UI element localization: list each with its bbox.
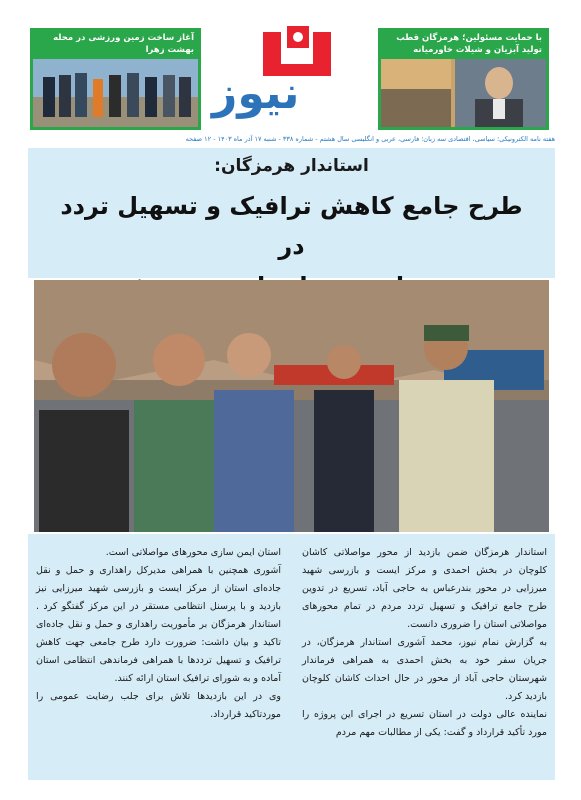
promo-right-title: با حمایت مسئولین؛ هرمزگان قطب تولید آبزیان و شیلات خاورمیانه — [396, 33, 542, 55]
promo-left-title: آغاز ساخت زمین ورزشی در محله بهشت زهرا — [53, 33, 194, 55]
paragraph: وی در این بازدیدها تلاش برای جلب رضایت عمومی را موردتاکید قرارداد. — [36, 691, 281, 720]
promo-story-right[interactable] — [378, 28, 549, 130]
paragraph: استان ایمن سازی محورهای مواصلاتی است. — [105, 547, 281, 558]
promo-right-photo — [381, 59, 546, 127]
paragraph: به گزارش نمام نیوز، محمد آشوری استاندار هرمزگان، در جریان سفر خود به بخش احمدی به همراهی فرماندار شهرستان حاجی آباد از محور در حال احداث کاشان کلوچان بازدید کرد. — [302, 637, 547, 702]
newspaper-page — [28, 22, 555, 780]
lead-photo — [34, 280, 549, 532]
nama-news-logo[interactable] — [206, 24, 376, 120]
masthead — [28, 22, 555, 132]
article-column-left — [36, 544, 281, 724]
article-column-right — [302, 544, 547, 742]
headline-kicker: استاندار هرمزگان: — [214, 156, 369, 176]
paragraph: نماینده عالی دولت در استان تسریع در اجرای این پروژه را مورد تأکید قرارداد و گفت: یکی از مطالبات مهم مردم — [302, 709, 547, 738]
headline-title-line-1: طرح جامع کاهش ترافیک و تسهیل تردد در — [60, 192, 523, 260]
promo-left-photo — [33, 59, 198, 127]
headline-panel — [28, 148, 555, 278]
issue-info-line: هفته نامه الکترونیکی؛ سیاسی، اقتصادی سه زبان؛ فارسی، عربی و انگلیسی سال هشتم - شماره ۳۳۸ - شنبه ۱۷ آذر ماه ۱۴۰۳ - ۱۲ صفحه — [28, 132, 555, 146]
promo-story-left[interactable] — [30, 28, 201, 130]
article-body — [28, 534, 555, 780]
paragraph: استاندار هرمزگان ضمن بازدید از محور مواصلاتی کاشان کلوچان در بخش احمدی و مرکز ایست و بازرسی شهید میرزایی در محور بندرعباس به حاجی آباد، تسریع در تدوین طرح جامع ترافیک و تسهیل تردد مردم در تمام محورهای مواصلاتی استان را ضروری دانست. — [302, 547, 547, 630]
paragraph: آشوری همچنین با همراهی مدیرکل راهداری و حمل و نقل جاده‌ای استان از مرکز ایست و بازرسی شهید میرزایی نیز بازدید و با پرسنل انتظامی مستقر در این مرکز گفتگو کرد . استاندار هرمزگان بر مأموریت راهداری و حمل و نقل جاده‌ای تاکید و بیان داشت: ضرورت دارد طرح جامعی جهت کاهش ترافیک و تسهیل ترددها با همراهی فرماندهی انتظامی استان آماده و به شورای ترافیک استان ارائه کنند. — [36, 565, 281, 684]
logo-wordmark: نیوز — [212, 68, 300, 119]
